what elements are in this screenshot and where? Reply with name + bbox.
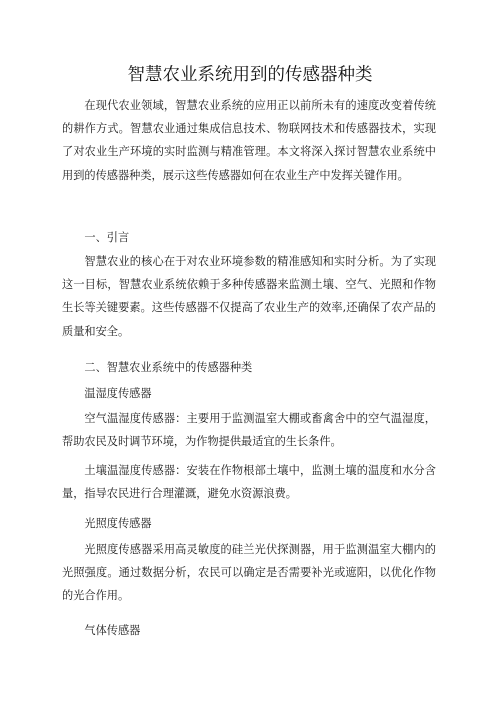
subheading-light-sensor: 光照度传感器	[84, 517, 152, 530]
intro-paragraph: 在现代农业领域，智慧农业系统的应用正以前所未有的速度改变着传统的耕作方式。智慧农业通过集成信息技术、物联网技术和传感器技术，实现了对农业生产环境的实时监测与精准管理。本文将深入探讨智慧农业系统中用到的传感器种类，展示这些传感器如何在农业生产中发挥关键作用。	[62, 99, 436, 182]
document-title: 智慧农业系统用到的传感器种类	[127, 65, 373, 85]
section-introduction-paragraph: 智慧农业的核心在于对农业环境参数的精准感知和实时分析。为了实现这一目标，智慧农业系统依赖于多种传感器来监测土壤、空气、光照和作物生长等关键要素。这些传感器不仅提高了农业生产的效率,还确保了农产品的质量和安全。	[62, 255, 436, 338]
light-sensor-paragraph: 光照度传感器采用高灵敏度的硅兰光伏探测器，用于监测温室大棚内的光照强度。通过数据分析，农民可以确定是否需要补光或遮阳，以优化作物的光合作用。	[62, 543, 436, 603]
section-heading-introduction: 一、引言	[84, 231, 130, 244]
air-temp-humidity-paragraph: 空气温湿度传感器：主要用于监测温室大棚或畜禽舍中的空气温湿度，帮助农民及时调节环境，为作物提供最适宜的生长条件。	[62, 412, 436, 449]
section-heading-sensor-types: 二、智慧农业系统中的传感器种类	[84, 361, 253, 374]
subheading-temp-humidity-sensor: 温湿度传感器	[84, 387, 152, 400]
subheading-gas-sensor: 气体传感器	[84, 624, 141, 637]
soil-temp-humidity-paragraph: 土壤温湿度传感器：安装在作物根部土壤中，监测土壤的温度和水分含量，指导农民进行合理灌溉，避免水资源浪费。	[62, 464, 436, 501]
